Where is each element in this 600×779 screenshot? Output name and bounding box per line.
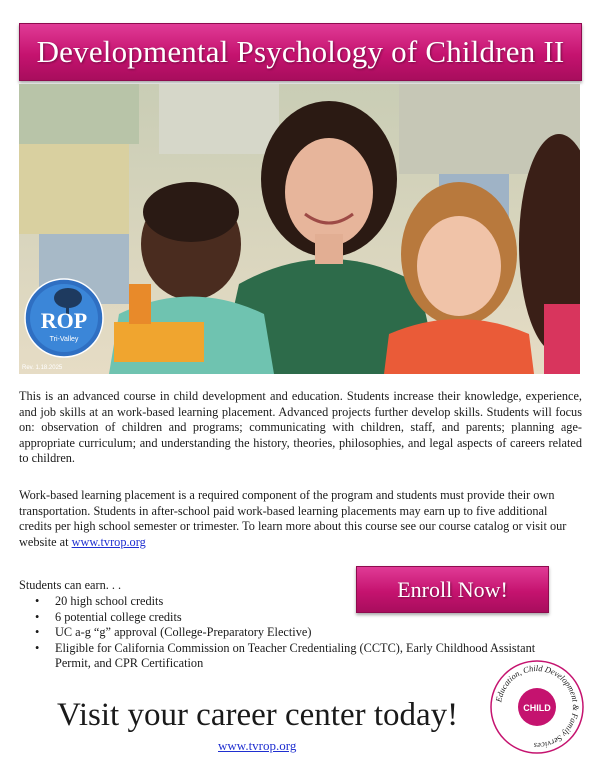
page-title: Developmental Psychology of Children II — [36, 34, 565, 69]
list-item — [35, 625, 555, 641]
list-item-text: Eligible for California Commission on Teacher Credentialing (CCTC), Early Childhood Assistant Permit, and CPR Certification — [55, 640, 536, 670]
title-banner — [19, 23, 582, 81]
website-link[interactable]: www.tvrop.org — [71, 534, 146, 549]
department-seal-icon — [487, 657, 587, 757]
course-description: This is an advanced course in child development and education. Students increase their knowledge, experience, and job skills at an work-based learning placement. Advanced projects further develop skills. Students will focus on: observation of children and programs; communicating with children, staff, and parents; planning age-appropriate curriculum; and understanding the history, theories, philosophies, and legal aspects of careers related to children. — [19, 389, 582, 465]
list-item-text: 6 potential college credits — [55, 609, 182, 624]
enroll-now-button[interactable]: Enroll Now! — [356, 566, 549, 613]
bullet-icon: • — [35, 640, 40, 655]
bullet-icon: • — [35, 609, 40, 624]
seal-ring-text: Education, Child Development & Family Services — [494, 663, 581, 751]
placement-text: Work-based learning placement is a required component of the program and students must provide their own transportation. Students in after-school paid work-based learning placements may earn up to five additional credits per high school semester or trimester. To learn more about this course see our course catalog or visit our website at — [19, 488, 567, 549]
rop-logo-subtext: Tri-Valley — [49, 336, 79, 343]
career-center-tagline: Visit your career center today! — [57, 697, 459, 733]
list-item — [35, 640, 555, 672]
footer-website-link[interactable]: www.tvrop.org — [218, 738, 297, 753]
revision-date: Rev. 1.18.2025 — [22, 365, 63, 371]
earn-heading: Students can earn. . . — [19, 578, 122, 592]
list-item-text: 20 high school credits — [55, 594, 164, 608]
list-item-text: UC a-g “g” approval (College-Preparatory Elective) — [55, 625, 312, 639]
bullet-icon: • — [35, 594, 40, 608]
rop-logo-icon — [24, 278, 104, 358]
bullet-icon: • — [35, 625, 40, 639]
rop-logo-text: ROP — [40, 308, 88, 333]
placement-description — [19, 488, 582, 550]
seal-center-text: CHILD — [523, 703, 551, 713]
